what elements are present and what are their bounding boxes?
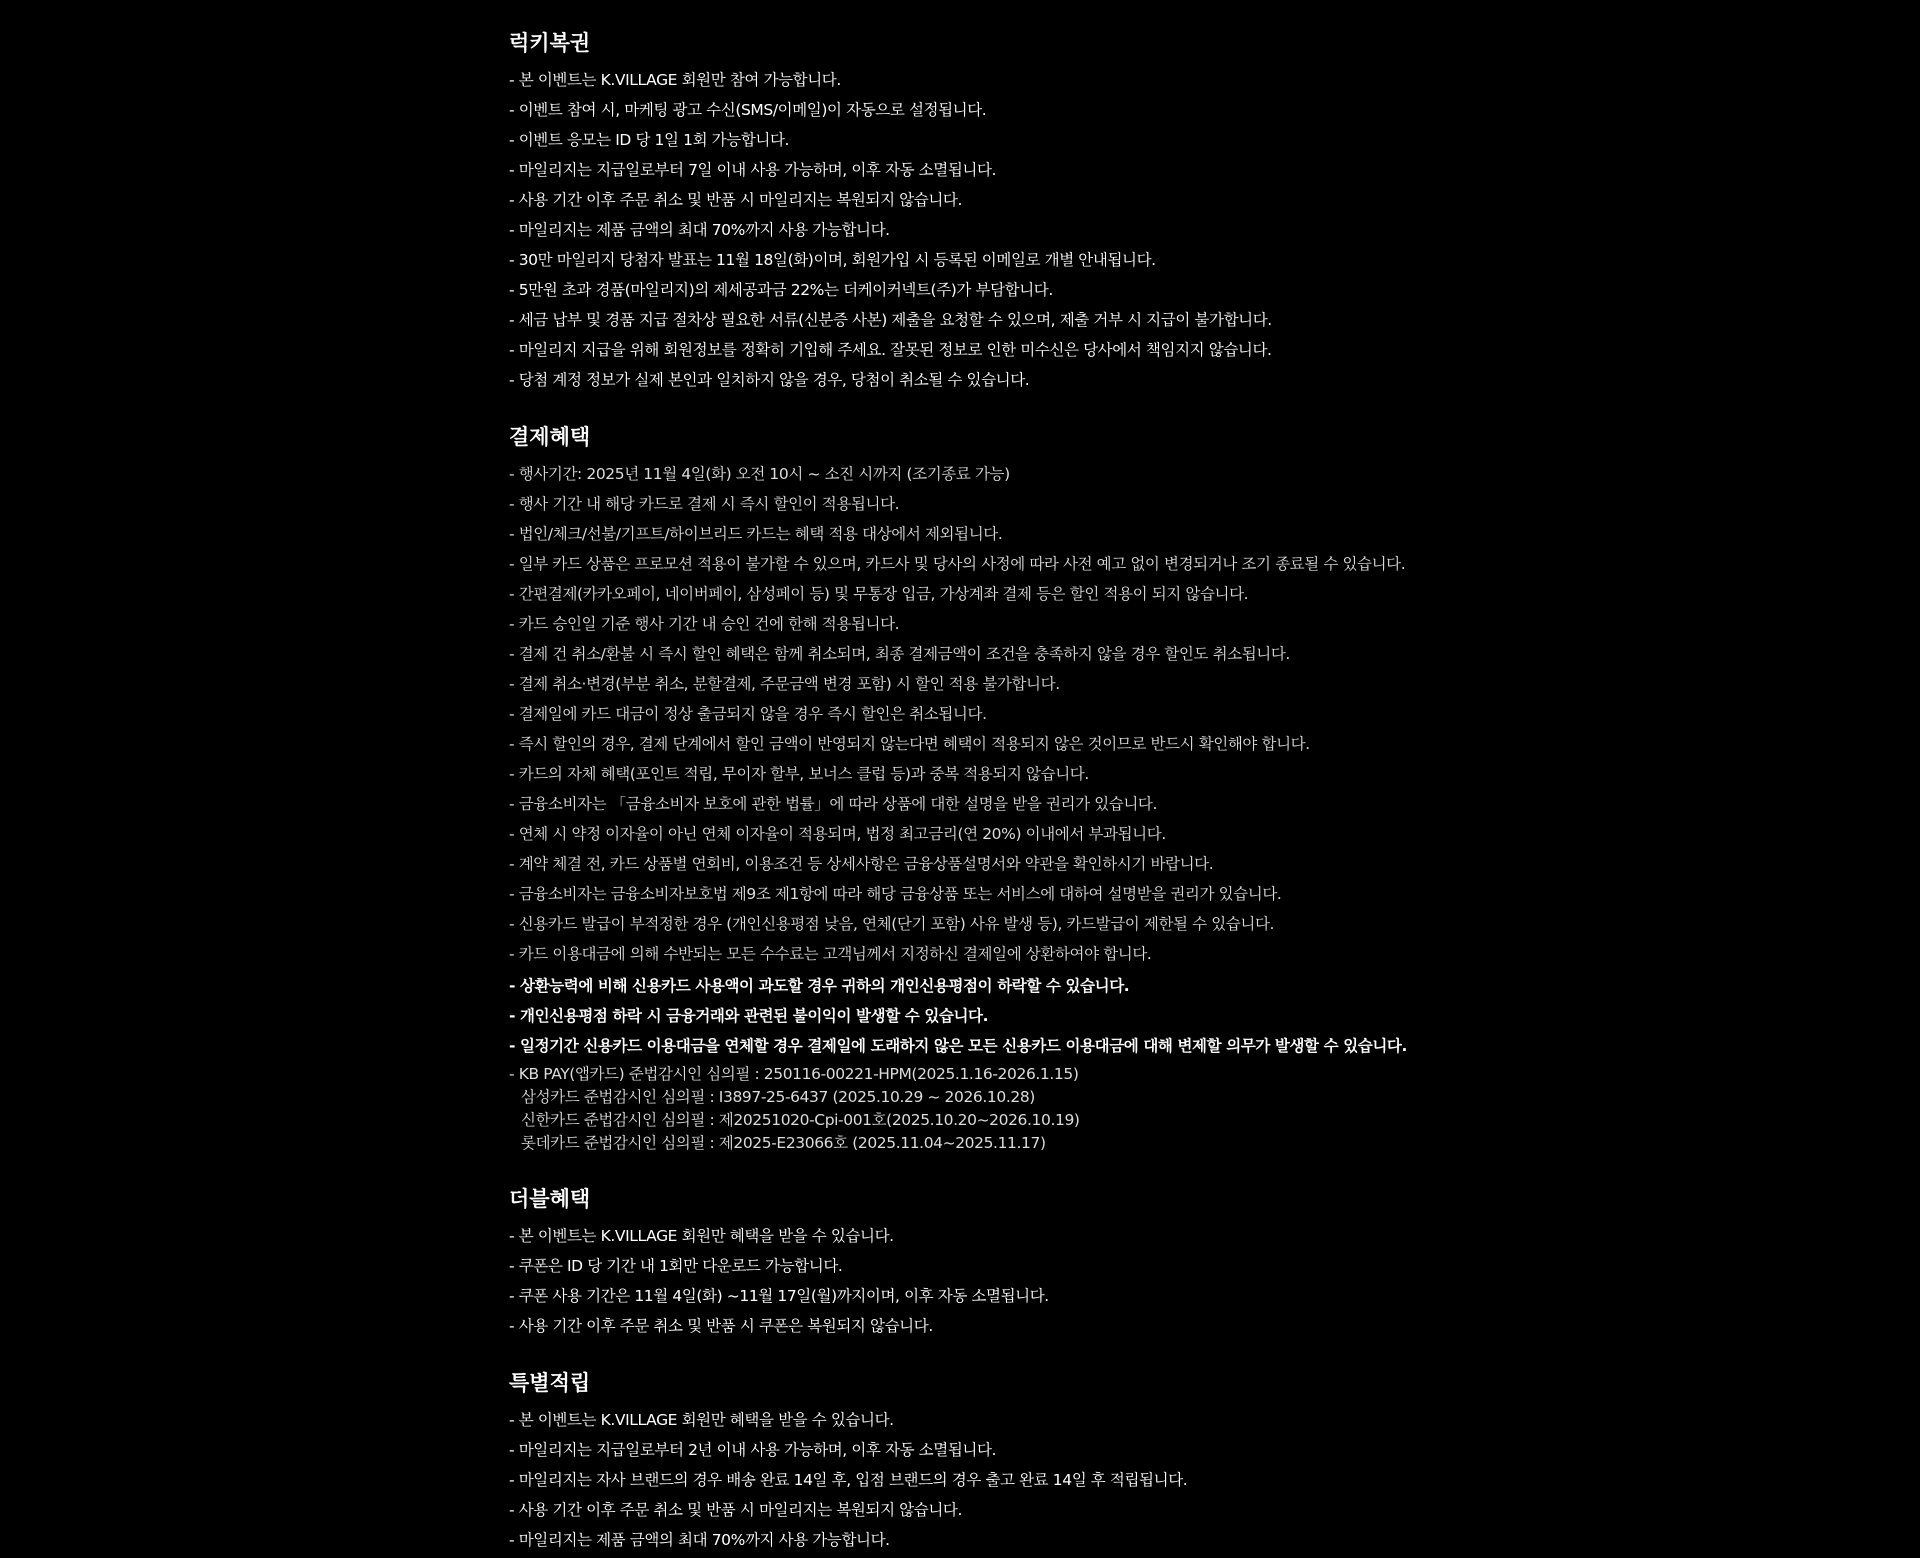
- notice-line: - 행사 기간 내 해당 카드로 결제 시 즉시 할인이 적용됩니다.: [509, 495, 900, 513]
- notice-line: - 카드 이용대금에 의해 수반되는 모든 수수료는 고객님께서 지정하신 결제일에 상환하여야 합니다.: [509, 945, 1152, 963]
- section-title-payment: 결제혜택: [509, 425, 591, 449]
- notice-line: - 즉시 할인의 경우, 결제 단계에서 할인 금액이 반영되지 않는다면 혜택이 적용되지 않은 것이므로 반드시 확인해야 합니다.: [509, 735, 1310, 753]
- approval-line: 롯데카드 준법감시인 심의필 : 제2025-E23066호 (2025.11.04~2025.11.17): [521, 1134, 1046, 1152]
- section-title-lucky: 럭키복권: [509, 31, 591, 55]
- notice-line: - 세금 납부 및 경품 지급 절차상 필요한 서류(신분증 사본) 제출을 요청할 수 있으며, 제출 거부 시 지급이 불가합니다.: [509, 311, 1272, 329]
- notice-line: - 금융소비자는 「금융소비자 보호에 관한 법률」에 따라 상품에 대한 설명을 받을 권리가 있습니다.: [509, 795, 1158, 813]
- notice-line: - 이벤트 응모는 ID 당 1일 1회 가능합니다.: [509, 131, 790, 149]
- notice-line: - 마일리지는 지급일로부터 2년 이내 사용 가능하며, 이후 자동 소멸됩니다.: [509, 1441, 997, 1459]
- notice-line: - 마일리지는 제품 금액의 최대 70%까지 사용 가능합니다.: [509, 221, 890, 239]
- approval-line: 신한카드 준법감시인 심의필 : 제20251020-Cpi-001호(2025.10.20~2026.10.19): [521, 1111, 1080, 1129]
- notice-line: - 카드 승인일 기준 행사 기간 내 승인 건에 한해 적용됩니다.: [509, 615, 900, 633]
- notice-line: - 마일리지 지급을 위해 회원정보를 정확히 기입해 주세요. 잘못된 정보로 인한 미수신은 당사에서 책임지지 않습니다.: [509, 341, 1272, 359]
- notice-line: - 마일리지는 제품 금액의 최대 70%까지 사용 가능합니다.: [509, 1531, 890, 1549]
- notice-line: - 계약 체결 전, 카드 상품별 연회비, 이용조건 등 상세사항은 금융상품설명서와 약관을 확인하시기 바랍니다.: [509, 855, 1214, 873]
- section-title-special: 특별적립: [509, 1371, 591, 1395]
- notice-line: - 결제일에 카드 대금이 정상 출금되지 않을 경우 즉시 할인은 취소됩니다.: [509, 705, 987, 723]
- notice-line: - 행사기간: 2025년 11월 4일(화) 오전 10시 ~ 소진 시까지 (조기종료 가능): [509, 465, 1010, 483]
- notice-line: - 사용 기간 이후 주문 취소 및 반품 시 마일리지는 복원되지 않습니다.: [509, 191, 962, 209]
- notice-line: - 이벤트 참여 시, 마케팅 광고 수신(SMS/이메일)이 자동으로 설정됩니다.: [509, 101, 987, 119]
- warning-line: - 일정기간 신용카드 이용대금을 연체할 경우 결제일에 도래하지 않은 모든 신용카드 이용대금에 대해 변제할 의무가 발생할 수 있습니다.: [509, 1037, 1407, 1055]
- section-title-double: 더블혜택: [509, 1187, 591, 1211]
- notice-line: - 금융소비자는 금융소비자보호법 제9조 제1항에 따라 해당 금융상품 또는 서비스에 대하여 설명받을 권리가 있습니다.: [509, 885, 1282, 903]
- notice-line: - 본 이벤트는 K.VILLAGE 회원만 참여 가능합니다.: [509, 71, 841, 89]
- notice-line: - 신용카드 발급이 부적정한 경우 (개인신용평점 낮음, 연체(단기 포함) 사유 발생 등), 카드발급이 제한될 수 있습니다.: [509, 915, 1275, 933]
- notice-line: - 간편결제(카카오페이, 네이버페이, 삼성페이 등) 및 무통장 입금, 가상계좌 결제 등은 할인 적용이 되지 않습니다.: [509, 585, 1249, 603]
- notice-line: - 본 이벤트는 K.VILLAGE 회원만 혜택을 받을 수 있습니다.: [509, 1227, 894, 1245]
- notice-line: - 쿠폰 사용 기간은 11월 4일(화) ~11월 17일(월)까지이며, 이후 자동 소멸됩니다.: [509, 1287, 1049, 1305]
- notice-line: - 결제 취소·변경(부분 취소, 분할결제, 주문금액 변경 포함) 시 할인 적용 불가합니다.: [509, 675, 1060, 693]
- notice-line: - 사용 기간 이후 주문 취소 및 반품 시 쿠폰은 복원되지 않습니다.: [509, 1317, 933, 1335]
- notice-line: - 카드의 자체 혜택(포인트 적립, 무이자 할부, 보너스 클럽 등)과 중복 적용되지 않습니다.: [509, 765, 1089, 783]
- warning-line: - 개인신용평점 하락 시 금융거래와 관련된 불이익이 발생할 수 있습니다.: [509, 1007, 989, 1025]
- notice-line: - 마일리지는 자사 브랜드의 경우 배송 완료 14일 후, 입점 브랜드의 경우 출고 완료 14일 후 적립됩니다.: [509, 1471, 1188, 1489]
- notice-line: - 법인/체크/선불/기프트/하이브리드 카드는 혜택 적용 대상에서 제외됩니다.: [509, 525, 1003, 543]
- notice-line: - 일부 카드 상품은 프로모션 적용이 불가할 수 있으며, 카드사 및 당사의 사정에 따라 사전 예고 없이 변경되거나 조기 종료될 수 있습니다.: [509, 555, 1406, 573]
- notice-line: - 연체 시 약정 이자율이 아닌 연체 이자율이 적용되며, 법정 최고금리(연 20%) 이내에서 부과됩니다.: [509, 825, 1166, 843]
- notice-line: - 마일리지는 지급일로부터 7일 이내 사용 가능하며, 이후 자동 소멸됩니다.: [509, 161, 997, 179]
- notice-line: - 결제 건 취소/환불 시 즉시 할인 혜택은 함께 취소되며, 최종 결제금액이 조건을 충족하지 않을 경우 할인도 취소됩니다.: [509, 645, 1290, 663]
- warning-line: - 상환능력에 비해 신용카드 사용액이 과도할 경우 귀하의 개인신용평점이 하락할 수 있습니다.: [509, 977, 1130, 995]
- notice-line: - 본 이벤트는 K.VILLAGE 회원만 혜택을 받을 수 있습니다.: [509, 1411, 894, 1429]
- approval-line: - KB PAY(앱카드) 준법감시인 심의필 : 250116-00221-HPM(2025.1.16-2026.1.15): [509, 1065, 1079, 1083]
- notice-line: - 당첨 계정 정보가 실제 본인과 일치하지 않을 경우, 당첨이 취소될 수 있습니다.: [509, 371, 1030, 389]
- notice-line: - 쿠폰은 ID 당 기간 내 1회만 다운로드 가능합니다.: [509, 1257, 843, 1275]
- notice-line: - 5만원 초과 경품(마일리지)의 제세공과금 22%는 더케이커넥트(주)가 부담합니다.: [509, 281, 1053, 299]
- notice-line: - 30만 마일리지 당첨자 발표는 11월 18일(화)이며, 회원가입 시 등록된 이메일로 개별 안내됩니다.: [509, 251, 1156, 269]
- notice-line: - 사용 기간 이후 주문 취소 및 반품 시 마일리지는 복원되지 않습니다.: [509, 1501, 962, 1519]
- approval-line: 삼성카드 준법감시인 심의필 : I3897-25-6437 (2025.10.29 ~ 2026.10.28): [521, 1088, 1035, 1106]
